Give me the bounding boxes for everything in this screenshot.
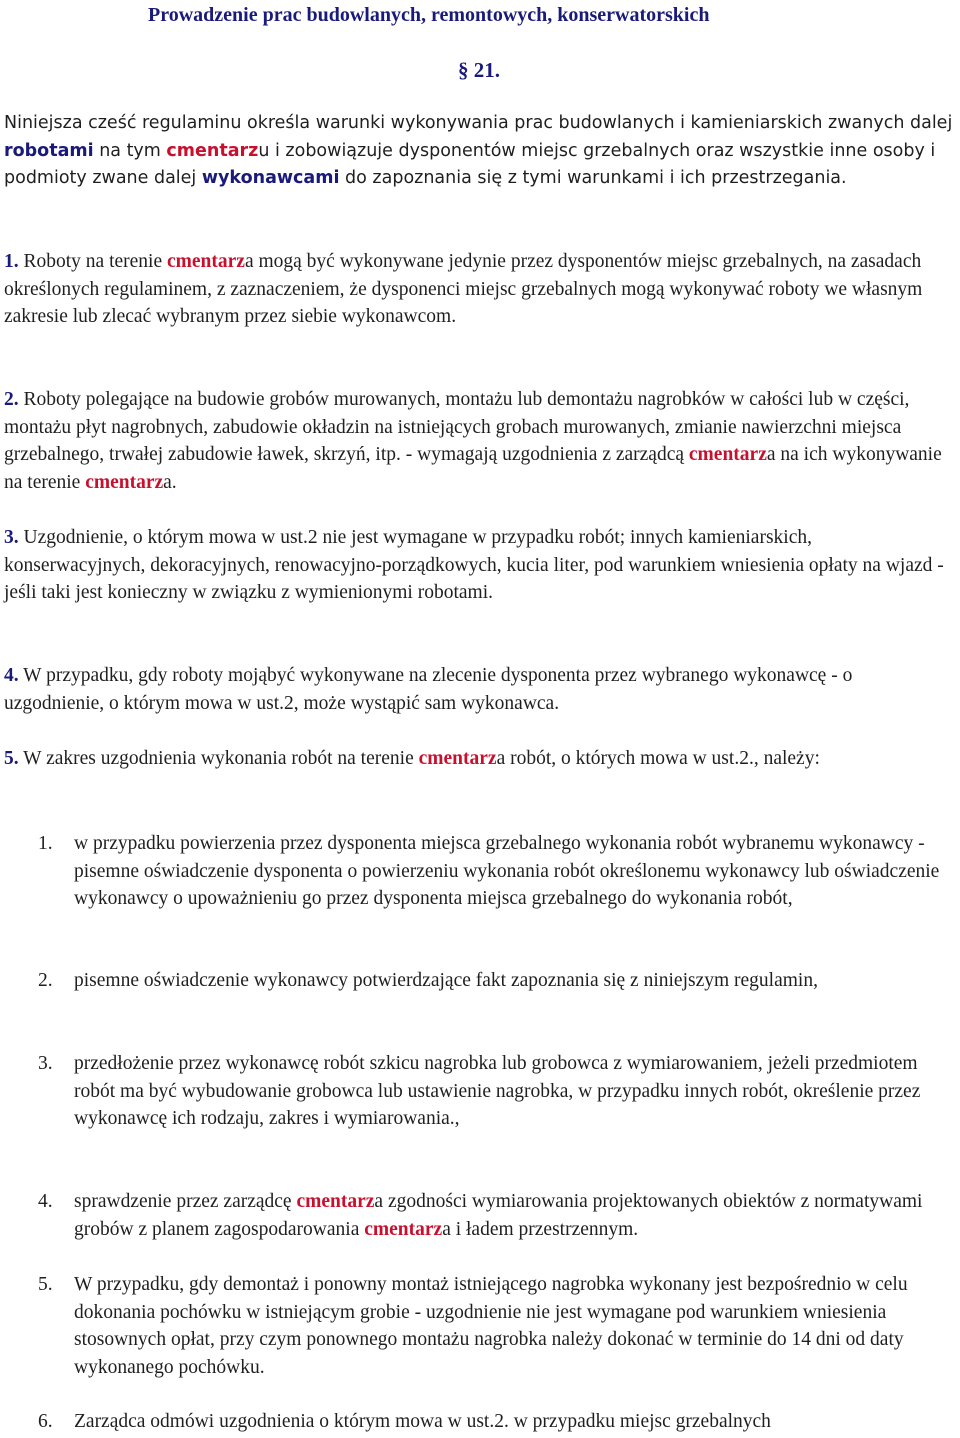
intro-paragraph: Niniejsza cześć regulaminu określa warunki wykonywania prac budowlanych i kamieniarskich zwanych dalej robotami na tym cmentarzu i zobowiązuje dysponentów miejsc grzebalnych oraz wszystkie inne osoby i podmioty zwane dalej wykonawcami do zapoznania się z tymi warunkami i ich przestrzegania. (4, 113, 953, 188)
paragraph-5: 5. W zakres uzgodnienia wykonania robót na terenie cmentarza robót, o których mowa w ust.2., należy: (4, 748, 820, 769)
list-item-text: W przypadku, gdy demontaż i ponowny montaż istniejącego nagrobka wykonany jest bezpośrednio w celu dokonania pochówku w istniejącym grobie - uzgodnienie nie jest wymagane pod warunkiem wniesienia stosownych opłat, przy czym ponownego montażu nagrobka należy dokonać w terminie do 14 dni od daty wykonanego pochówku. (74, 1274, 908, 1378)
paragraph-4: 4. W przypadku, gdy roboty mojąbyć wykonywane na zlecenie dysponenta przez wybranego wykonawcę - o uzgodnienie, o którym mowa w ust.2, może wystąpić sam wykonawca. (4, 665, 853, 714)
paragraph-1: 1. Roboty na terenie cmentarza mogą być wykonywane jedynie przez dysponentów miejsc grzebalnych, na zasadach określonych regulaminem, z zaznaczeniem, że dysponenci miejsc grzebalnych mogą wykonywać roboty we własnym zakresie lub zlecać wybranym przez siebie wykonawcom. (4, 251, 923, 327)
list-item-text: Zarządca odmówi uzgodnienia o którym mowa w ust.2. w przypadku miejsc grzebalnych (74, 1411, 771, 1432)
list-item-number: 5. (38, 1274, 53, 1295)
list-item-text: w przypadku powierzenia przez dysponenta miejsca grzebalnego wykonania robót wybranemu wykonawcy - pisemne oświadczenie dysponenta o powierzeniu wykonania robót określonemu wykonawcy lub oświadczenie wykonawcy o upoważnieniu go przez dysponenta miejsca grzebalnego do wykonania robót, (74, 833, 940, 909)
list-item-text: przedłożenie przez wykonawcę robót szkicu nagrobka lub grobowca z wymiarowaniem, jeżeli przedmiotem robót ma być wybudowanie grobowca lub ustawienie nagrobka, w przypadku innych robót, określenie przez wykonawcę ich rodzaju, zakres i wymiarowania., (74, 1053, 921, 1129)
list-item-number: 4. (38, 1191, 53, 1212)
paragraph-3: 3. Uzgodnienie, o którym mowa w ust.2 nie jest wymagane w przypadku robót; innych kamieniarskich, konserwacyjnych, dekoracyjnych, renowacyjno-porządkowych, kucia liter, pod warunkiem wniesienia opłaty na wjazd - jeśli taki jest konieczny w związku z wymienionymi robotami. (4, 527, 944, 603)
paragraph-2: 2. Roboty polegające na budowie grobów murowanych, montażu lub demontażu nagrobków w całości lub w części, montażu płyt nagrobnych, zabudowie okładzin na istniejących grobach murowanych, zmianie nawierzchni miejsca grzebalnego, trwałej zabudowie ławek, skrzyń, itp. - wymagają uzgodnienia z zarządcą cmentarza na ich wykonywanie na terenie cmentarza. (4, 389, 942, 493)
list-item-text: sprawdzenie przez zarządcę cmentarza zgodności wymiarowania projektowanych obiektów z normatywami grobów z planem zagospodarowania cmentarza i ładem przestrzennym. (74, 1191, 923, 1240)
list-item-number: 3. (38, 1053, 53, 1074)
list-item-text: pisemne oświadczenie wykonawcy potwierdzające fakt zapoznania się z niniejszym regulamin, (74, 970, 818, 991)
list-item-number: 1. (38, 833, 53, 854)
list-item-number: 6. (38, 1411, 53, 1432)
list-item-number: 2. (38, 970, 53, 991)
page-title: Prowadzenie prac budowlanych, remontowych, konserwatorskich (148, 4, 710, 26)
section-number: § 21. (458, 58, 500, 82)
